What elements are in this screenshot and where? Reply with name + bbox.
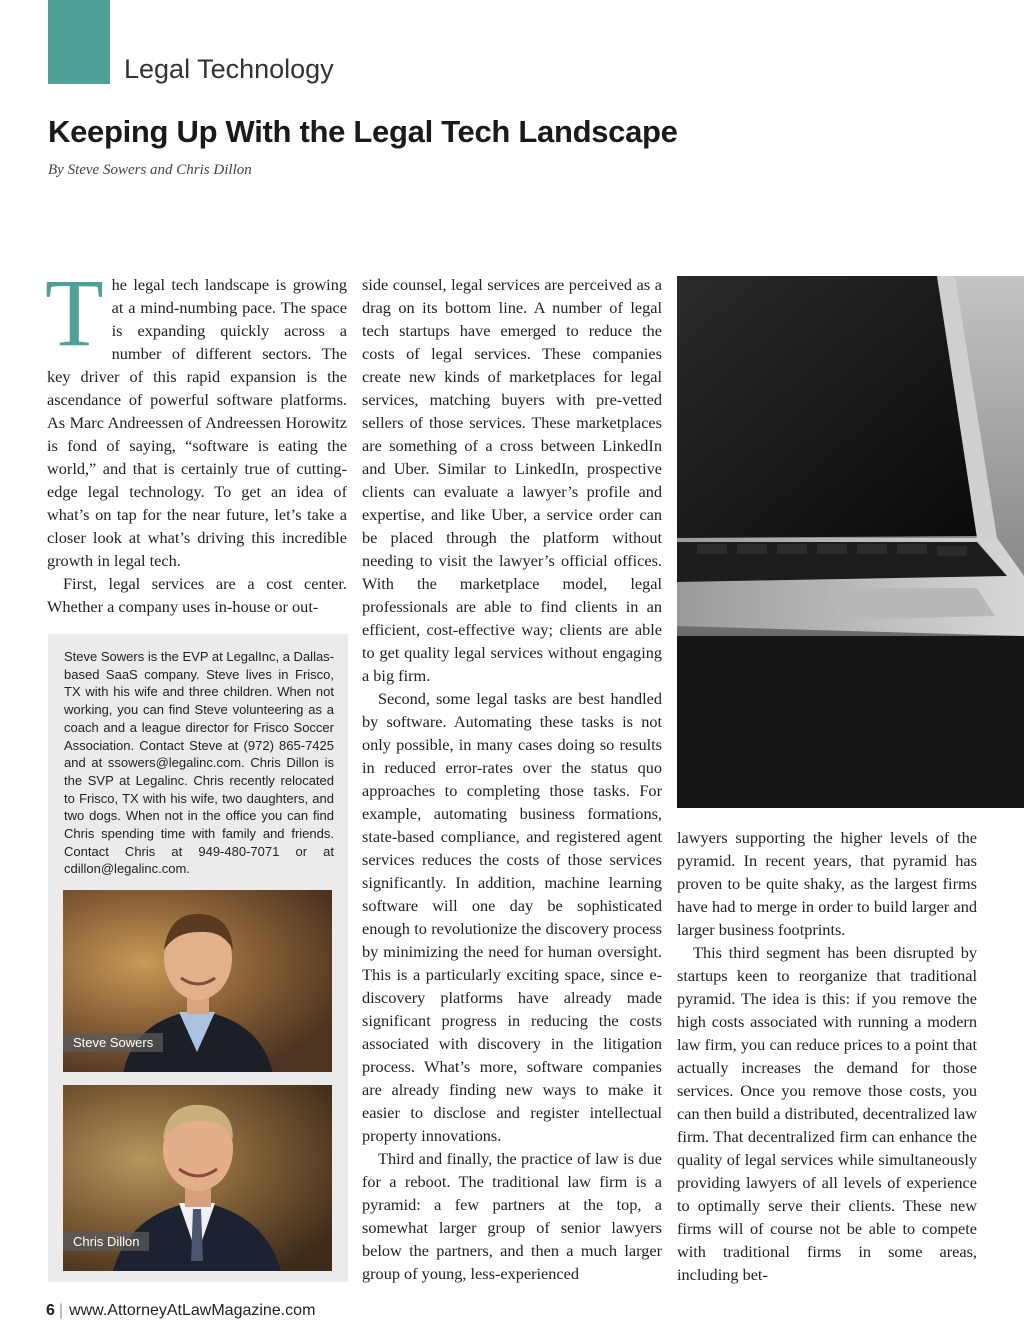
footer-website[interactable]: www.AttorneyAtLawMagazine.com — [69, 1302, 316, 1319]
article-headline: Keeping Up With the Legal Tech Landscape — [48, 114, 678, 149]
paragraph: lawyers supporting the higher levels of the pyramid. In recent years, that pyramid has proven to be quite shaky, as the largest firms have had to merge in order to build larger and larger business footprints. — [677, 828, 977, 939]
paragraph: side counsel, legal services are perceived as a drag on its bottom line. A number of legal tech startups have emerged to reduce the costs of legal services. These companies create new kinds of marketplaces for legal services, matching buyers with pre-vetted sellers of those services. These marketplaces are something of a cross between LinkedIn and Uber. Similar to LinkedIn, prospective clients can evaluate a lawyer’s profile and expertise, and like Uber, a service order can be placed through the platform without needing to visit the lawyer’s official offices. With the marketplace model, legal professionals are able to find clients in an efficient, cost-effective way; clients are able to get quality legal services without engaging a big firm. — [362, 275, 662, 685]
paragraph: First, legal services are a cost center. Whether a company uses in-house or out- — [47, 574, 347, 616]
paragraph: Second, some legal tasks are best handled by software. Automating these tasks is not only possible, in many cases doing so results in reduced error-rates over the status quo approaches to completing those tasks. For example, automating business formations, state-based compliance, and registered agent services reduces the costs of those services significantly. In addition, machine learning software will one day be sophisticated enough to revolutionize the discovery process by minimizing the need for human oversight. This is a particularly exciting space, since e-discovery platforms have already made significant progress in reducing the costs associated with discovery in the litigation process. What’s more, software companies are already finding new ways to make it easier to disclose and register intellectual property innovations. — [362, 689, 662, 1145]
article-byline: By Steve Sowers and Chris Dillon — [48, 162, 252, 178]
author-bio-text: Steve Sowers is the EVP at LegalInc, a Dallas-based SaaS company. Steve lives in Frisco, TX with his wife and three children. When not working, you can find Steve volunteering as a coach and a league director for Frisco Soccer Association. Contact Steve at (972) 865-7425 and at ssowers@legalinc.com. Chris Dillon is the SVP at Legalinc. Chris recently relocated to Frisco, TX with his wife, two daughters, and two dogs. When not in the office you can find Chris spending time with family and friends. Contact Chris at 949-480-7071 or at cdillon@legalinc.com. — [64, 649, 335, 877]
author-photo-steve-sowers — [63, 890, 332, 1072]
intro-text: he legal tech landscape is growing at a mind-numbing pace. The space is expanding quickly across a number of different sectors. The key driver of this rapid expansion is the ascendance of powerful software platforms. As Marc Andreessen of Andreessen Horowitz is fond of saying, “software is eating the world,” and that is certainly true of cutting-edge legal technology. To get an idea of what’s on tap for the near future, let’s take a closer look at what’s driving this incredible growth in legal tech. — [47, 275, 347, 570]
paragraph: This third segment has been disrupted by startups keen to reorganize that traditional pyramid. The idea is this: if you remove the high costs associated with running a modern law firm, you can reduce prices to a point that actually increases the demand for those services. Once you remove those costs, you can then build a distributed, decentralized law firm. That decentralized firm can enhance the quality of legal services while simultaneously providing lawyers of all levels of experience to optimally serve their clients. These new firms will of course not be able to compete with traditional firms in some areas, including bet- — [677, 943, 977, 1284]
laptop-photo — [677, 276, 1024, 808]
drop-cap: T — [45, 259, 104, 366]
article-column-1 — [45, 259, 347, 618]
photo-caption: Steve Sowers — [63, 1033, 163, 1052]
page-footer — [46, 1302, 315, 1320]
photo-caption: Chris Dillon — [63, 1232, 149, 1251]
laptop-illustration — [677, 276, 1024, 808]
author-photo-chris-dillon — [63, 1085, 332, 1271]
article-column-3 — [677, 826, 977, 1286]
section-color-bar — [48, 0, 110, 84]
footer-separator: | — [58, 1302, 64, 1319]
paragraph: Third and finally, the practice of law is due for a reboot. The traditional law firm is a pyramid: a few partners at the top, a somewhat larger group of senior lawyers below the partners, and then a much larger group of young, less-experienced — [362, 1149, 662, 1283]
section-label: Legal Technology — [124, 54, 334, 84]
intro-paragraph — [45, 259, 347, 572]
article-column-2 — [362, 273, 662, 1285]
page-number: 6 — [46, 1302, 55, 1319]
